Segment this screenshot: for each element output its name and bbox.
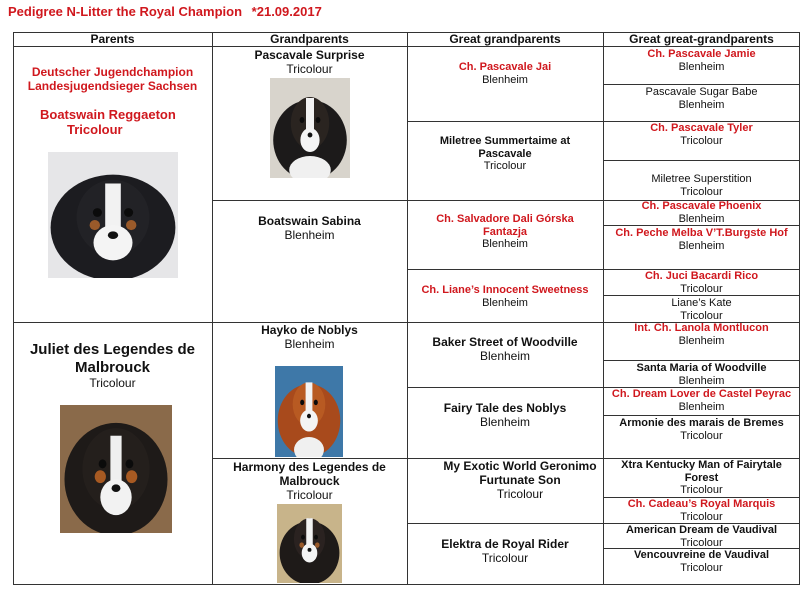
great-grandparent-color: Tricolour: [483, 160, 527, 173]
ggg-10: [603, 362, 800, 387]
grandparent-name: Boatswain Sabina: [258, 214, 361, 228]
header-great-great-grandparents: Great great-grandparents: [629, 32, 774, 46]
ggg-color: Blenheim: [678, 60, 725, 73]
grid-line: [13, 32, 14, 585]
grandparent-photo-1: [270, 78, 350, 178]
sire-title-1: Deutscher Jugendchampion: [31, 65, 194, 79]
great-grandparent-color: Blenheim: [482, 73, 528, 86]
page-title: [8, 4, 328, 19]
grid-line: [13, 46, 800, 47]
great-grandparent-name: My Exotic World Geronimo Furtunate Son: [443, 459, 597, 487]
great-grandparent-color: Blenheim: [479, 348, 531, 363]
ggg-1: [603, 48, 800, 73]
ggg-color: Tricolour: [680, 185, 723, 198]
great-grandparent-name: Ch. Salvadore Dali Górska Fantazja: [436, 213, 574, 238]
sire-title-2: Landesjugendsieger Sachsen: [27, 78, 198, 93]
grandparent-name: Hayko de Noblys: [261, 323, 358, 337]
ggg-name: Liane’s Kate: [671, 297, 732, 309]
ggg-15: [603, 524, 800, 549]
ggg-name: Ch. Cadeau’s Royal Marquis: [627, 498, 776, 510]
grandparent-color: Tricolour: [286, 487, 333, 502]
ggg-name: Ch. Pascavale Tyler: [650, 122, 753, 134]
sire-name: Boatswain Reggaeton: [40, 107, 176, 122]
grid-line: [603, 360, 800, 361]
grandparent-photo-4: [277, 504, 342, 583]
grandparent-color: Blenheim: [284, 336, 335, 351]
grid-line: [13, 584, 800, 585]
dam-name: Juliet des Legendes de Malbrouck: [29, 341, 196, 376]
ggg-color: Tricolour: [680, 282, 723, 295]
ggg-color: Tricolour: [680, 429, 723, 442]
title-text: Pedigree N-Litter the Royal Champion: [8, 4, 243, 19]
great-grandparent-2: [430, 135, 580, 173]
grid-line: [603, 84, 800, 85]
grandparent-name: Pascavale Surprise: [254, 48, 365, 62]
header-parents: Parents: [90, 32, 135, 46]
ggg-color: Blenheim: [678, 400, 725, 413]
sire-photo: [48, 152, 178, 278]
header-great-grandparents: Great grandparents: [449, 32, 561, 46]
ggg-name: Ch. Juci Bacardi Rico: [644, 270, 759, 282]
ggg-name: Vencouvreine de Vaudival: [633, 549, 770, 561]
great-grandparent-name: Ch. Pascavale Jai: [458, 61, 552, 73]
dam-color: Tricolour: [89, 376, 136, 390]
ggg-color: Tricolour: [680, 536, 723, 549]
ggg-5: [603, 200, 800, 225]
title-date: *21.09.2017: [251, 4, 322, 19]
ggg-name: Miletree Superstition: [651, 173, 752, 185]
ggg-color: Blenheim: [678, 212, 725, 225]
ggg-16: [603, 549, 800, 574]
grid-line: [603, 415, 800, 416]
great-grandparent-color: Blenheim: [482, 296, 528, 309]
grandparent-3: [212, 324, 407, 352]
ggg-7: [603, 270, 800, 295]
great-grandparent-6: [407, 402, 603, 430]
ggg-2: [603, 86, 800, 111]
grid-line: [603, 160, 800, 161]
ggg-14: [603, 498, 800, 523]
header-grandparents: Grandparents: [270, 32, 349, 46]
sire-color: Tricolour: [67, 121, 123, 137]
great-grandparent-color: Tricolour: [496, 486, 544, 501]
grandparent-name: Harmony des Legendes de Malbrouck: [233, 460, 386, 488]
great-grandparent-7: [440, 460, 600, 501]
ggg-name: Santa Maria of Woodville: [636, 362, 767, 374]
grandparent-photo-3: [275, 366, 343, 457]
great-grandparent-name: Fairy Tale des Noblys: [443, 401, 567, 415]
ggg-name: Armonie des marais de Bremes: [619, 417, 784, 429]
grandparent-color: Blenheim: [284, 227, 335, 242]
great-grandparent-name: Ch. Liane’s Innocent Sweetness: [421, 284, 589, 296]
ggg-color: Blenheim: [678, 239, 725, 252]
ggg-color: Tricolour: [680, 134, 723, 147]
ggg-name: Ch. Dream Lover de Castel Peyrac: [611, 388, 792, 400]
sire-name-block: [40, 108, 210, 138]
ggg-color: Tricolour: [680, 484, 723, 497]
ggg-name: Xtra Kentucky Man of Fairytale Forest: [621, 459, 782, 484]
ggg-color: Blenheim: [678, 374, 725, 387]
great-grandparent-4: [407, 284, 603, 309]
grandparent-1: [212, 49, 407, 77]
ggg-4: [603, 173, 800, 198]
ggg-name: Ch. Peche Melba V’T.Burgste Hof: [615, 227, 788, 239]
great-grandparent-3: [425, 213, 585, 251]
great-grandparent-color: Tricolour: [481, 550, 529, 565]
ggg-name: American Dream de Vaudival: [625, 524, 777, 536]
great-grandparent-1: [407, 61, 603, 86]
grandparent-4: [212, 461, 407, 502]
ggg-color: Tricolour: [680, 510, 723, 523]
ggg-8: [603, 297, 800, 322]
sire-titles: [13, 66, 212, 94]
ggg-color: Tricolour: [680, 561, 723, 574]
ggg-9: [603, 322, 800, 347]
great-grandparent-name: Elektra de Royal Rider: [441, 537, 569, 551]
great-grandparent-name: Miletree Summertaime at Pascavale: [439, 135, 571, 160]
ggg-color: Blenheim: [678, 98, 725, 111]
ggg-color: Blenheim: [678, 334, 725, 347]
great-grandparent-name: Baker Street of Woodville: [432, 335, 578, 349]
ggg-color: Tricolour: [680, 309, 723, 322]
ggg-name: Ch. Pascavale Jamie: [647, 48, 756, 60]
ggg-11: [603, 388, 800, 413]
ggg-name: Int. Ch. Lanola Montlucon: [634, 322, 769, 334]
ggg-3: [603, 122, 800, 147]
great-grandparent-8: [407, 538, 603, 566]
ggg-name: Ch. Pascavale Phoenix: [641, 200, 762, 212]
ggg-12: [603, 417, 800, 442]
great-grandparent-color: Blenheim: [479, 414, 531, 429]
ggg-6: [603, 227, 800, 252]
great-grandparent-color: Blenheim: [482, 238, 528, 251]
ggg-name: Pascavale Sugar Babe: [645, 86, 758, 98]
grandparent-2: [212, 215, 407, 243]
grandparent-color: Tricolour: [286, 61, 333, 76]
great-grandparent-5: [407, 336, 603, 364]
ggg-13: [614, 459, 789, 497]
dam-photo: [60, 405, 172, 533]
